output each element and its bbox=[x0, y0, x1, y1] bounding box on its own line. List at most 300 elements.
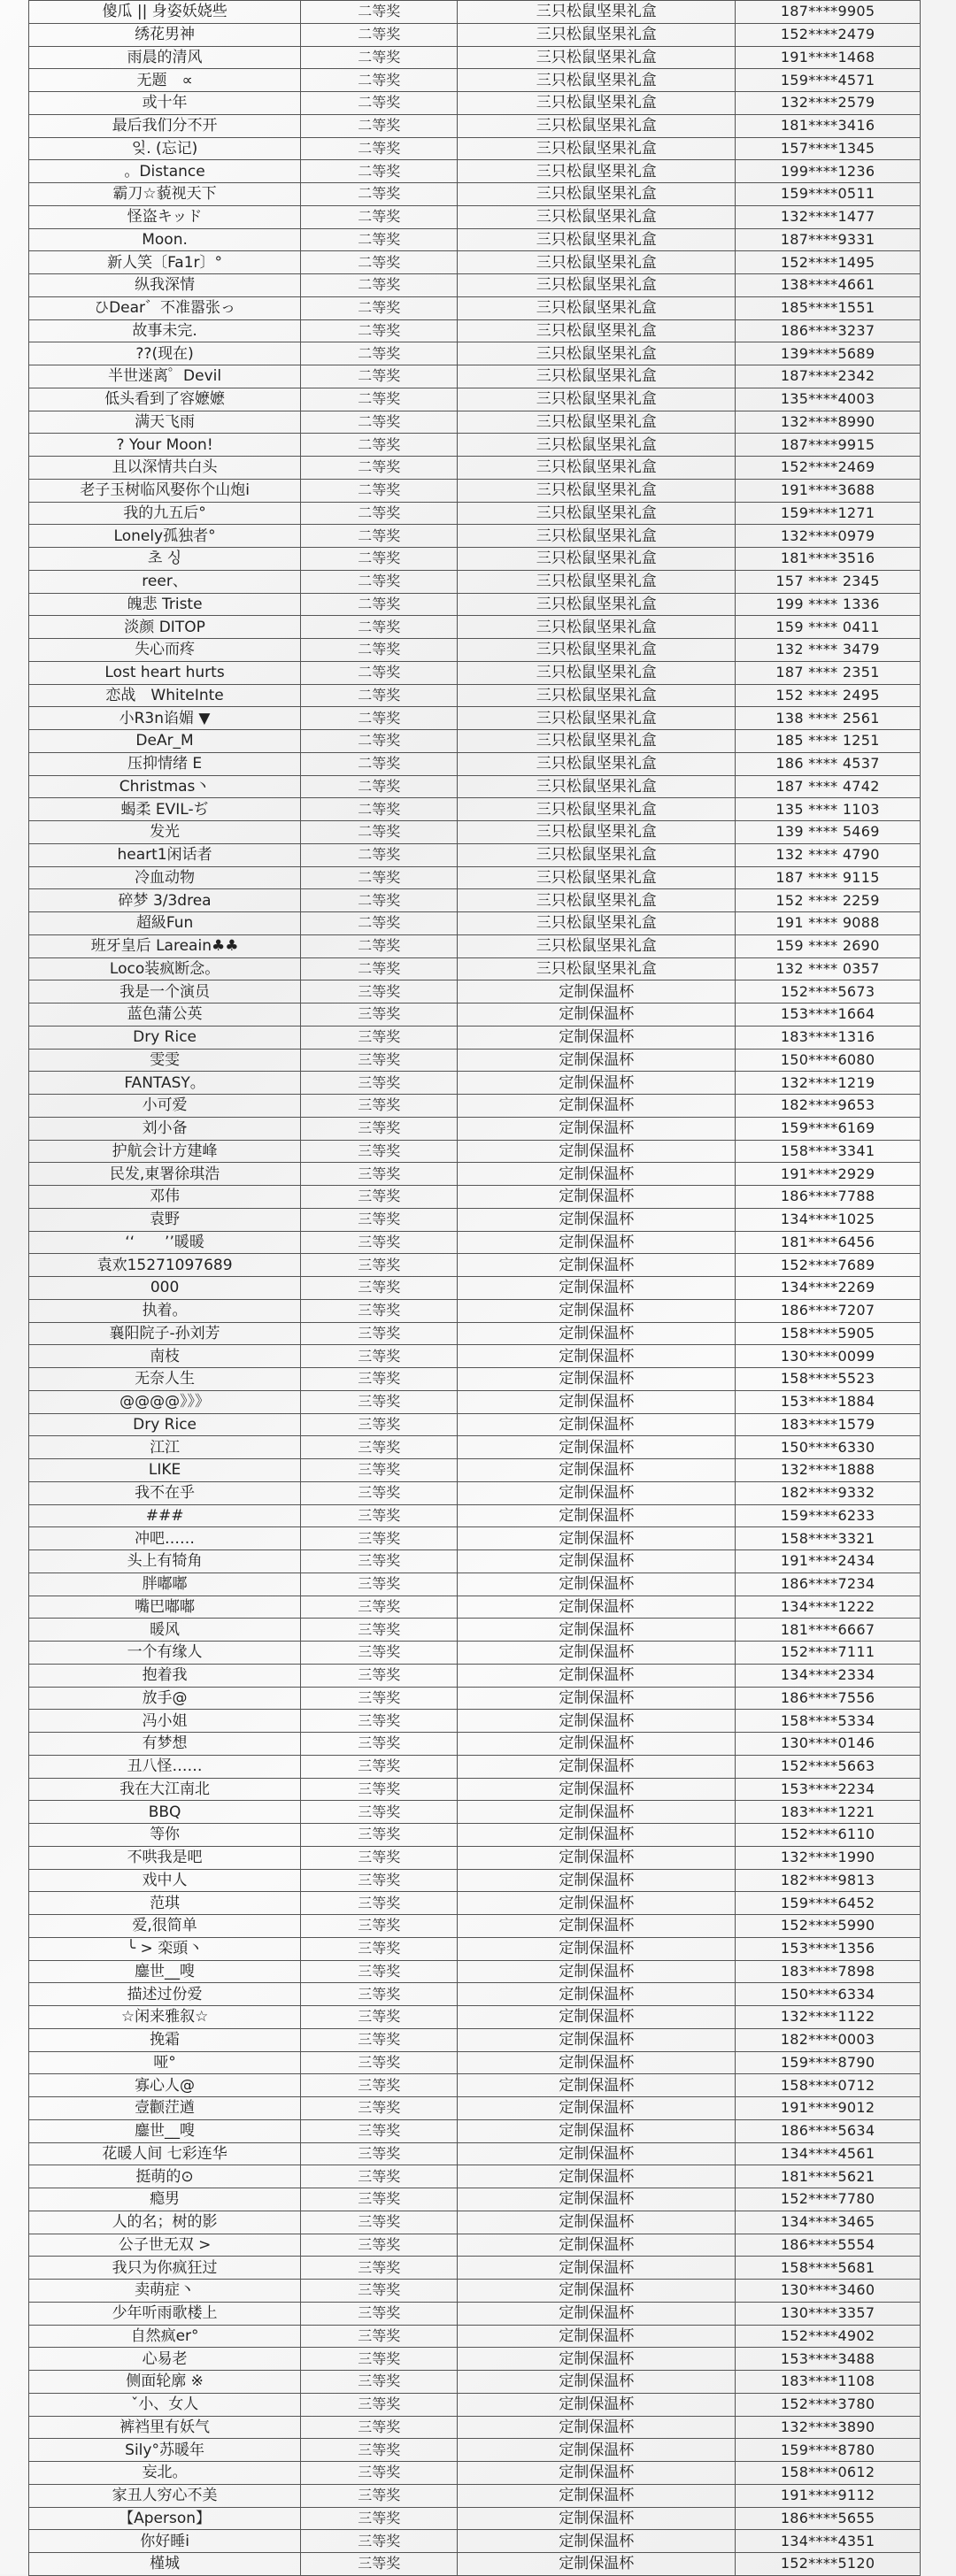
table-row bbox=[29, 2484, 921, 2507]
gift-cell: 定制保温杯 bbox=[458, 1915, 736, 1938]
prize-level-cell: 三等奖 bbox=[301, 1390, 458, 1413]
table-row bbox=[29, 1208, 921, 1231]
winner-name-cell: ╰ > 栾頭丶 bbox=[29, 1937, 301, 1960]
winner-name-cell: 且以深情共白头 bbox=[29, 457, 301, 480]
prize-level-cell: 二等奖 bbox=[301, 1, 458, 24]
winner-name-cell: 抱着我 bbox=[29, 1664, 301, 1687]
prize-level-cell: 二等奖 bbox=[301, 730, 458, 753]
winner-name-cell: Dry Rice bbox=[29, 1413, 301, 1436]
table-row bbox=[29, 1, 921, 24]
winner-name-cell: 丑八怪…… bbox=[29, 1755, 301, 1778]
gift-cell: 三只松鼠坚果礼盒 bbox=[458, 183, 736, 206]
gift-cell: 定制保温杯 bbox=[458, 2142, 736, 2165]
prize-level-cell: 三等奖 bbox=[301, 1117, 458, 1140]
gift-cell: 三只松鼠坚果礼盒 bbox=[458, 365, 736, 388]
table-row bbox=[29, 1413, 921, 1436]
table-row bbox=[29, 23, 921, 46]
gift-cell: 定制保温杯 bbox=[458, 1504, 736, 1527]
table-row bbox=[29, 457, 921, 480]
gift-cell: 定制保温杯 bbox=[458, 1733, 736, 1756]
table-row bbox=[29, 183, 921, 206]
table-row bbox=[29, 866, 921, 889]
gift-cell: 定制保温杯 bbox=[458, 2348, 736, 2371]
table-row bbox=[29, 2280, 921, 2303]
table-row bbox=[29, 2119, 921, 2142]
winner-name-cell: 无题 ∝ bbox=[29, 69, 301, 92]
gift-cell: 定制保温杯 bbox=[458, 1801, 736, 1824]
gift-cell: 三只松鼠坚果礼盒 bbox=[458, 228, 736, 251]
gift-cell: 三只松鼠坚果礼盒 bbox=[458, 205, 736, 228]
phone-cell: 152****2479 bbox=[736, 23, 921, 46]
winner-name-cell: 傻瓜 || 身姿妖娆些 bbox=[29, 1, 301, 24]
winner-name-cell: 放手@ bbox=[29, 1687, 301, 1710]
prize-level-cell: 二等奖 bbox=[301, 274, 458, 297]
winner-name-cell: 。Distance bbox=[29, 160, 301, 183]
phone-cell: 158****0612 bbox=[736, 2462, 921, 2485]
phone-cell: 152****7111 bbox=[736, 1642, 921, 1665]
gift-cell: 定制保温杯 bbox=[458, 1072, 736, 1095]
winner-name-cell: Sily°苏暖年 bbox=[29, 2439, 301, 2462]
gift-cell: 定制保温杯 bbox=[458, 1117, 736, 1140]
phone-cell: 186****7234 bbox=[736, 1573, 921, 1596]
gift-cell: 三只松鼠坚果礼盒 bbox=[458, 525, 736, 548]
winner-name-cell: 纵我深情 bbox=[29, 274, 301, 297]
phone-cell: 159****8790 bbox=[736, 2051, 921, 2074]
phone-cell: 191****9112 bbox=[736, 2484, 921, 2507]
prize-level-cell: 三等奖 bbox=[301, 1459, 458, 1482]
gift-cell: 定制保温杯 bbox=[458, 2234, 736, 2257]
prize-level-cell: 二等奖 bbox=[301, 365, 458, 388]
prize-level-cell: 三等奖 bbox=[301, 1846, 458, 1869]
prize-level-cell: 三等奖 bbox=[301, 1003, 458, 1027]
phone-cell: 199****1236 bbox=[736, 160, 921, 183]
prize-level-cell: 三等奖 bbox=[301, 1573, 458, 1596]
gift-cell: 定制保温杯 bbox=[458, 1095, 736, 1118]
phone-cell: 191****2929 bbox=[736, 1163, 921, 1186]
winners-table bbox=[28, 0, 921, 2576]
phone-cell: 191 **** 9088 bbox=[736, 912, 921, 935]
table-row bbox=[29, 1733, 921, 1756]
winner-name-cell: 袁欢15271097689 bbox=[29, 1254, 301, 1277]
gift-cell: 三只松鼠坚果礼盒 bbox=[458, 457, 736, 480]
table-row bbox=[29, 1915, 921, 1938]
table-row bbox=[29, 957, 921, 980]
table-row bbox=[29, 2507, 921, 2530]
table-row bbox=[29, 525, 921, 548]
winner-name-cell: 人的名；树的影 bbox=[29, 2211, 301, 2234]
gift-cell: 定制保温杯 bbox=[458, 1208, 736, 1231]
prize-level-cell: 三等奖 bbox=[301, 980, 458, 1003]
table-row bbox=[29, 137, 921, 160]
prize-level-cell: 三等奖 bbox=[301, 1231, 458, 1254]
table-row bbox=[29, 2530, 921, 2553]
table-row bbox=[29, 1778, 921, 1801]
winner-name-cell: 有梦想 bbox=[29, 1733, 301, 1756]
phone-cell: 130****3460 bbox=[736, 2280, 921, 2303]
phone-cell: 191****2434 bbox=[736, 1550, 921, 1573]
prize-level-cell: 三等奖 bbox=[301, 2165, 458, 2188]
table-row bbox=[29, 1003, 921, 1027]
prize-level-cell: 二等奖 bbox=[301, 957, 458, 980]
phone-cell: 199 **** 1336 bbox=[736, 593, 921, 616]
prize-level-cell: 三等奖 bbox=[301, 2257, 458, 2280]
gift-cell: 定制保温杯 bbox=[458, 1937, 736, 1960]
prize-level-cell: 二等奖 bbox=[301, 434, 458, 457]
prize-level-cell: 二等奖 bbox=[301, 912, 458, 935]
winner-name-cell: 花暖人间 七彩连华 bbox=[29, 2142, 301, 2165]
prize-level-cell: 二等奖 bbox=[301, 639, 458, 662]
gift-cell: 定制保温杯 bbox=[458, 1322, 736, 1345]
table-row bbox=[29, 1550, 921, 1573]
winner-name-cell: 范琪 bbox=[29, 1892, 301, 1915]
phone-cell: 159****6452 bbox=[736, 1892, 921, 1915]
phone-cell: 158****0712 bbox=[736, 2074, 921, 2097]
table-row bbox=[29, 1277, 921, 1300]
phone-cell: 152****1495 bbox=[736, 251, 921, 274]
gift-cell: 三只松鼠坚果礼盒 bbox=[458, 69, 736, 92]
winner-name-cell: 你好睡i bbox=[29, 2530, 301, 2553]
prize-level-cell: 二等奖 bbox=[301, 319, 458, 342]
winner-name-cell: 裤裆里有妖气 bbox=[29, 2416, 301, 2439]
prize-level-cell: 二等奖 bbox=[301, 570, 458, 593]
gift-cell: 定制保温杯 bbox=[458, 1186, 736, 1209]
prize-level-cell: 三等奖 bbox=[301, 1960, 458, 1983]
phone-cell: 130****0099 bbox=[736, 1345, 921, 1368]
table-row bbox=[29, 2553, 921, 2576]
winner-name-cell: 自然疯er° bbox=[29, 2325, 301, 2348]
phone-cell: 153****1356 bbox=[736, 1937, 921, 1960]
gift-cell: 三只松鼠坚果礼盒 bbox=[458, 684, 736, 707]
winner-name-cell: 冲吧…… bbox=[29, 1527, 301, 1550]
table-row bbox=[29, 1846, 921, 1869]
prize-level-cell: 二等奖 bbox=[301, 707, 458, 730]
table-row bbox=[29, 1504, 921, 1527]
table-row bbox=[29, 1186, 921, 1209]
table-row bbox=[29, 479, 921, 502]
table-row bbox=[29, 296, 921, 319]
winner-name-cell: 爱,很简单 bbox=[29, 1915, 301, 1938]
prize-level-cell: 二等奖 bbox=[301, 502, 458, 525]
phone-cell: 159****0511 bbox=[736, 183, 921, 206]
winner-name-cell: 瘾男 bbox=[29, 2188, 301, 2211]
gift-cell: 三只松鼠坚果礼盒 bbox=[458, 434, 736, 457]
prize-level-cell: 三等奖 bbox=[301, 1983, 458, 2006]
table-row bbox=[29, 1026, 921, 1049]
table-row bbox=[29, 1801, 921, 1824]
gift-cell: 定制保温杯 bbox=[458, 1960, 736, 1983]
winner-name-cell: 초 싱 bbox=[29, 548, 301, 571]
gift-cell: 定制保温杯 bbox=[458, 2462, 736, 2485]
table-row bbox=[29, 843, 921, 866]
phone-cell: 157 **** 2345 bbox=[736, 570, 921, 593]
table-row bbox=[29, 1527, 921, 1550]
prize-level-cell: 二等奖 bbox=[301, 752, 458, 775]
phone-cell: 152 **** 2259 bbox=[736, 889, 921, 912]
gift-cell: 定制保温杯 bbox=[458, 2119, 736, 2142]
gift-cell: 三只松鼠坚果礼盒 bbox=[458, 160, 736, 183]
winner-name-cell: BBQ bbox=[29, 1801, 301, 1824]
phone-cell: 150****6080 bbox=[736, 1049, 921, 1072]
table-row bbox=[29, 365, 921, 388]
table-row bbox=[29, 2074, 921, 2097]
winner-name-cell: 超級Fun bbox=[29, 912, 301, 935]
phone-cell: 191****9012 bbox=[736, 2097, 921, 2120]
prize-level-cell: 二等奖 bbox=[301, 684, 458, 707]
winner-name-cell: 胖嘟嘟 bbox=[29, 1573, 301, 1596]
phone-cell: 132 **** 4790 bbox=[736, 843, 921, 866]
winner-name-cell: 挺萌的⊙ bbox=[29, 2165, 301, 2188]
prize-level-cell: 三等奖 bbox=[301, 2553, 458, 2576]
phone-cell: 139****5689 bbox=[736, 342, 921, 365]
prize-level-cell: 三等奖 bbox=[301, 1755, 458, 1778]
prize-level-cell: 三等奖 bbox=[301, 1664, 458, 1687]
gift-cell: 定制保温杯 bbox=[458, 1846, 736, 1869]
prize-level-cell: 三等奖 bbox=[301, 1186, 458, 1209]
winner-name-cell: ひDear゛不准嚣张っ bbox=[29, 296, 301, 319]
phone-cell: 134****1222 bbox=[736, 1596, 921, 1619]
prize-level-cell: 二等奖 bbox=[301, 934, 458, 957]
phone-cell: 185****1551 bbox=[736, 296, 921, 319]
phone-cell: 183****1221 bbox=[736, 1801, 921, 1824]
winner-name-cell: Loco装疯断念。 bbox=[29, 957, 301, 980]
phone-cell: 186****5634 bbox=[736, 2119, 921, 2142]
phone-cell: 152****5673 bbox=[736, 980, 921, 1003]
phone-cell: 158****3341 bbox=[736, 1140, 921, 1163]
prize-level-cell: 二等奖 bbox=[301, 411, 458, 434]
winner-name-cell: 心易老 bbox=[29, 2348, 301, 2371]
gift-cell: 三只松鼠坚果礼盒 bbox=[458, 616, 736, 639]
prize-level-cell: 三等奖 bbox=[301, 2028, 458, 2051]
winner-name-cell: LIKE bbox=[29, 1459, 301, 1482]
winner-name-cell: DeAr_M bbox=[29, 730, 301, 753]
gift-cell: 定制保温杯 bbox=[458, 1824, 736, 1847]
table-row bbox=[29, 205, 921, 228]
gift-cell: 定制保温杯 bbox=[458, 1277, 736, 1300]
gift-cell: 定制保温杯 bbox=[458, 1299, 736, 1322]
phone-cell: 186****5554 bbox=[736, 2234, 921, 2257]
phone-cell: 187 **** 2351 bbox=[736, 661, 921, 684]
table-row bbox=[29, 752, 921, 775]
winner-name-cell: 冯小姐 bbox=[29, 1710, 301, 1733]
phone-cell: 153****1884 bbox=[736, 1390, 921, 1413]
prize-level-cell: 三等奖 bbox=[301, 1892, 458, 1915]
phone-cell: 132****1888 bbox=[736, 1459, 921, 1482]
table-row bbox=[29, 2302, 921, 2325]
winner-name-cell: 我的九五后° bbox=[29, 502, 301, 525]
phone-cell: 152****6110 bbox=[736, 1824, 921, 1847]
winner-name-cell: 冷血动物 bbox=[29, 866, 301, 889]
table-row bbox=[29, 1869, 921, 1892]
winner-name-cell: 000 bbox=[29, 1277, 301, 1300]
winner-name-cell: 民发,東署徐琪浩 bbox=[29, 1163, 301, 1186]
gift-cell: 三只松鼠坚果礼盒 bbox=[458, 707, 736, 730]
winner-name-cell: 槿城 bbox=[29, 2553, 301, 2576]
phone-cell: 183****7898 bbox=[736, 1960, 921, 1983]
gift-cell: 定制保温杯 bbox=[458, 2325, 736, 2348]
winner-name-cell: heart1闲话者 bbox=[29, 843, 301, 866]
gift-cell: 定制保温杯 bbox=[458, 2280, 736, 2303]
phone-cell: 186****3237 bbox=[736, 319, 921, 342]
prize-level-cell: 二等奖 bbox=[301, 205, 458, 228]
phone-cell: 191****3688 bbox=[736, 479, 921, 502]
phone-cell: 132****3890 bbox=[736, 2416, 921, 2439]
table-row bbox=[29, 502, 921, 525]
table-row bbox=[29, 2188, 921, 2211]
phone-cell: 138 **** 2561 bbox=[736, 707, 921, 730]
gift-cell: 三只松鼠坚果礼盒 bbox=[458, 639, 736, 662]
winner-name-cell: 等你 bbox=[29, 1824, 301, 1847]
gift-cell: 三只松鼠坚果礼盒 bbox=[458, 798, 736, 821]
winner-name-cell: 碎梦 3/3drea bbox=[29, 889, 301, 912]
winner-name-cell: Lost heart hurts bbox=[29, 661, 301, 684]
winner-name-cell: 侧面轮廓 ※ bbox=[29, 2371, 301, 2394]
winner-name-cell: 班牙皇后 Lareain♣♣ bbox=[29, 934, 301, 957]
phone-cell: 187 **** 9115 bbox=[736, 866, 921, 889]
prize-level-cell: 二等奖 bbox=[301, 69, 458, 92]
phone-cell: 186 **** 4537 bbox=[736, 752, 921, 775]
gift-cell: 三只松鼠坚果礼盒 bbox=[458, 251, 736, 274]
prize-level-cell: 三等奖 bbox=[301, 1095, 458, 1118]
table-row bbox=[29, 1710, 921, 1733]
gift-cell: 三只松鼠坚果礼盒 bbox=[458, 92, 736, 115]
winner-name-cell: 新人笑〔Fa1r〕° bbox=[29, 251, 301, 274]
prize-level-cell: 三等奖 bbox=[301, 1642, 458, 1665]
winner-name-cell: 半世迷离゜Devil bbox=[29, 365, 301, 388]
winner-name-cell: 袁野 bbox=[29, 1208, 301, 1231]
phone-cell: 159****8780 bbox=[736, 2439, 921, 2462]
winner-name-cell: 发光 bbox=[29, 821, 301, 844]
table-row bbox=[29, 1231, 921, 1254]
table-row bbox=[29, 1095, 921, 1118]
gift-cell: 定制保温杯 bbox=[458, 1413, 736, 1436]
phone-cell: 135 **** 1103 bbox=[736, 798, 921, 821]
winner-name-cell: 雯雯 bbox=[29, 1049, 301, 1072]
table-row bbox=[29, 1664, 921, 1687]
gift-cell: 三只松鼠坚果礼盒 bbox=[458, 730, 736, 753]
table-row bbox=[29, 92, 921, 115]
prize-level-cell: 二等奖 bbox=[301, 23, 458, 46]
winner-name-cell: 低头看到了容嬷嬷 bbox=[29, 388, 301, 411]
prize-level-cell: 二等奖 bbox=[301, 183, 458, 206]
prize-level-cell: 三等奖 bbox=[301, 1072, 458, 1095]
phone-cell: 134****2334 bbox=[736, 1664, 921, 1687]
gift-cell: 三只松鼠坚果礼盒 bbox=[458, 570, 736, 593]
prize-level-cell: 三等奖 bbox=[301, 2119, 458, 2142]
gift-cell: 定制保温杯 bbox=[458, 2051, 736, 2074]
table-row bbox=[29, 114, 921, 137]
table-row bbox=[29, 1436, 921, 1459]
gift-cell: 定制保温杯 bbox=[458, 1778, 736, 1801]
winner-name-cell: 我只为你疯狂过 bbox=[29, 2257, 301, 2280]
gift-cell: 定制保温杯 bbox=[458, 2416, 736, 2439]
prize-level-cell: 三等奖 bbox=[301, 1254, 458, 1277]
table-row bbox=[29, 1481, 921, 1504]
table-row bbox=[29, 2051, 921, 2074]
gift-cell: 定制保温杯 bbox=[458, 1003, 736, 1027]
gift-cell: 定制保温杯 bbox=[458, 2553, 736, 2576]
gift-cell: 定制保温杯 bbox=[458, 1390, 736, 1413]
prize-level-cell: 三等奖 bbox=[301, 1869, 458, 1892]
phone-cell: 186****7788 bbox=[736, 1186, 921, 1209]
table-row bbox=[29, 2211, 921, 2234]
winner-name-cell: 头上有犄角 bbox=[29, 1550, 301, 1573]
phone-cell: 187****9331 bbox=[736, 228, 921, 251]
table-row bbox=[29, 2462, 921, 2485]
table-row bbox=[29, 2439, 921, 2462]
gift-cell: 三只松鼠坚果礼盒 bbox=[458, 775, 736, 798]
table-row bbox=[29, 1960, 921, 1983]
phone-cell: 181****6667 bbox=[736, 1619, 921, 1642]
winner-name-cell: Dry Rice bbox=[29, 1026, 301, 1049]
winner-name-cell: 老子玉树临风娶你个山炮i bbox=[29, 479, 301, 502]
prize-level-cell: 三等奖 bbox=[301, 1937, 458, 1960]
prize-level-cell: 二等奖 bbox=[301, 843, 458, 866]
prize-level-cell: 三等奖 bbox=[301, 1527, 458, 1550]
phone-cell: 152****7780 bbox=[736, 2188, 921, 2211]
phone-cell: 181****3416 bbox=[736, 114, 921, 137]
phone-cell: 159****1271 bbox=[736, 502, 921, 525]
winner-name-cell: 鏖世__嗖 bbox=[29, 1960, 301, 1983]
table-row bbox=[29, 1755, 921, 1778]
table-row bbox=[29, 411, 921, 434]
winner-name-cell: 江江 bbox=[29, 1436, 301, 1459]
phone-cell: 182****0003 bbox=[736, 2028, 921, 2051]
table-row bbox=[29, 388, 921, 411]
gift-cell: 定制保温杯 bbox=[458, 2257, 736, 2280]
phone-cell: 153****3488 bbox=[736, 2348, 921, 2371]
phone-cell: 187****9905 bbox=[736, 1, 921, 24]
prize-level-cell: 三等奖 bbox=[301, 2188, 458, 2211]
gift-cell: 定制保温杯 bbox=[458, 1049, 736, 1072]
winner-name-cell: 我在大江南北 bbox=[29, 1778, 301, 1801]
winner-name-cell: 卖萌症丶 bbox=[29, 2280, 301, 2303]
phone-cell: 157****1345 bbox=[736, 137, 921, 160]
phone-cell: 134****4351 bbox=[736, 2530, 921, 2553]
table-row bbox=[29, 1368, 921, 1391]
prize-level-cell: 三等奖 bbox=[301, 1163, 458, 1186]
winner-name-cell: 公子世无双 > bbox=[29, 2234, 301, 2257]
prize-level-cell: 三等奖 bbox=[301, 1436, 458, 1459]
gift-cell: 三只松鼠坚果礼盒 bbox=[458, 912, 736, 935]
prize-level-cell: 三等奖 bbox=[301, 2051, 458, 2074]
prize-level-cell: 二等奖 bbox=[301, 296, 458, 319]
prize-level-cell: 二等奖 bbox=[301, 548, 458, 571]
table-row bbox=[29, 2028, 921, 2051]
winner-name-cell: 鏖世__嗖 bbox=[29, 2119, 301, 2142]
winner-name-cell: 小R3n谄媚 ▼ bbox=[29, 707, 301, 730]
phone-cell: 182****9332 bbox=[736, 1481, 921, 1504]
phone-cell: 130****0146 bbox=[736, 1733, 921, 1756]
gift-cell: 定制保温杯 bbox=[458, 2074, 736, 2097]
winner-name-cell: 壹颧茳遒 bbox=[29, 2097, 301, 2120]
phone-cell: 159****4571 bbox=[736, 69, 921, 92]
phone-cell: 182****9653 bbox=[736, 1095, 921, 1118]
gift-cell: 定制保温杯 bbox=[458, 1755, 736, 1778]
winner-name-cell: 蓝色蒲公英 bbox=[29, 1003, 301, 1027]
prize-level-cell: 三等奖 bbox=[301, 2074, 458, 2097]
table-row bbox=[29, 1322, 921, 1345]
winner-name-cell: 妄北。 bbox=[29, 2462, 301, 2485]
winner-name-cell: 绣花男神 bbox=[29, 23, 301, 46]
gift-cell: 定制保温杯 bbox=[458, 2371, 736, 2394]
winner-name-cell: 魄悲 Triste bbox=[29, 593, 301, 616]
gift-cell: 定制保温杯 bbox=[458, 2211, 736, 2234]
prize-level-cell: 三等奖 bbox=[301, 1413, 458, 1436]
prize-level-cell: 二等奖 bbox=[301, 92, 458, 115]
prize-level-cell: 三等奖 bbox=[301, 2211, 458, 2234]
table-row bbox=[29, 2097, 921, 2120]
prize-level-cell: 二等奖 bbox=[301, 593, 458, 616]
